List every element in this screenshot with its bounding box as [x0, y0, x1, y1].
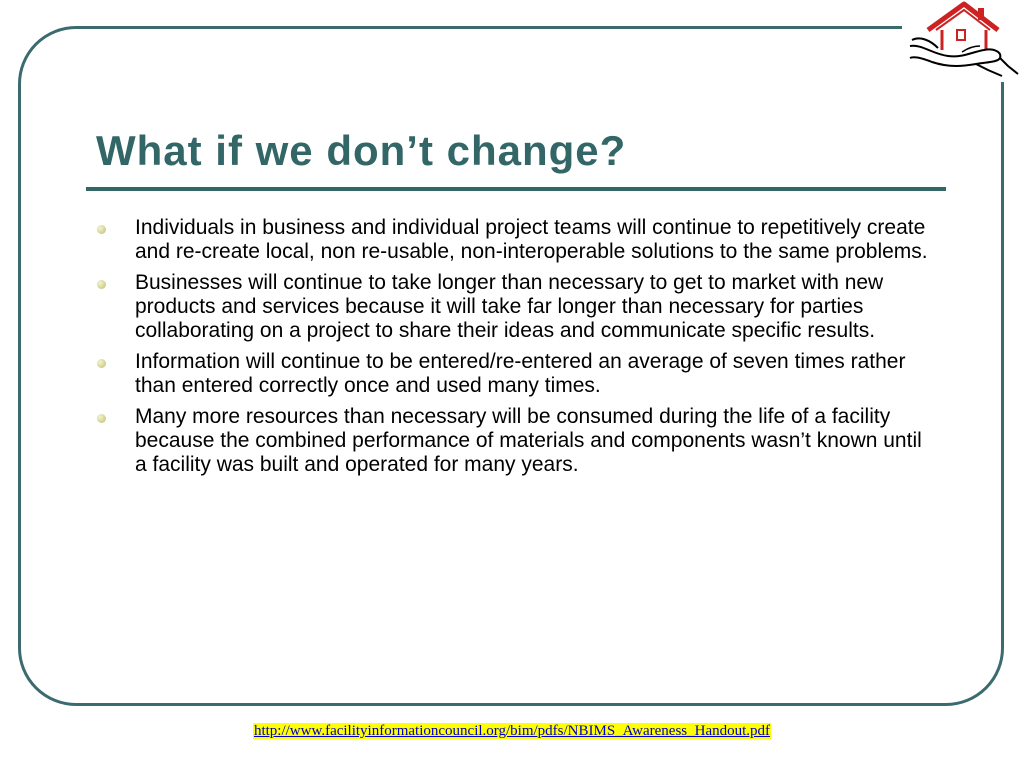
bullet-dot-icon: [97, 414, 106, 423]
bullet-item: [97, 271, 937, 343]
bullet-item: [97, 405, 937, 477]
source-link[interactable]: [0, 723, 1024, 740]
bullet-list: [97, 216, 937, 484]
bullet-item: [97, 350, 937, 398]
bullet-text: Information will continue to be entered/re-entered an average of seven times rather than entered correctly once and used many times.: [135, 350, 906, 397]
title-underline: [86, 187, 946, 191]
slide-title: What if we don’t change?: [96, 127, 627, 174]
bullet-dot-icon: [97, 225, 106, 234]
house-in-hand-icon: [902, 0, 1022, 82]
bullet-dot-icon: [97, 280, 106, 289]
bullet-text: Individuals in business and individual project teams will continue to repetitively create and re-create local, non re-usable, non-interoperable solutions to the same problems.: [135, 216, 928, 263]
bullet-text: Businesses will continue to take longer than necessary to get to market with new products and services because it will take far longer than necessary for parties collaborating on a project to share their ideas and communicate specific results.: [135, 271, 884, 342]
bullet-text: Many more resources than necessary will be consumed during the life of a facility because the combined performance of materials and components wasn’t known until a facility was built and operated for many years.: [135, 405, 922, 476]
bullet-dot-icon: [97, 359, 106, 368]
source-link-text[interactable]: http://www.facilityinformationcouncil.org/bim/pdfs/NBIMS_Awareness_Handout.pdf: [253, 723, 771, 739]
bullet-item: [97, 216, 937, 264]
